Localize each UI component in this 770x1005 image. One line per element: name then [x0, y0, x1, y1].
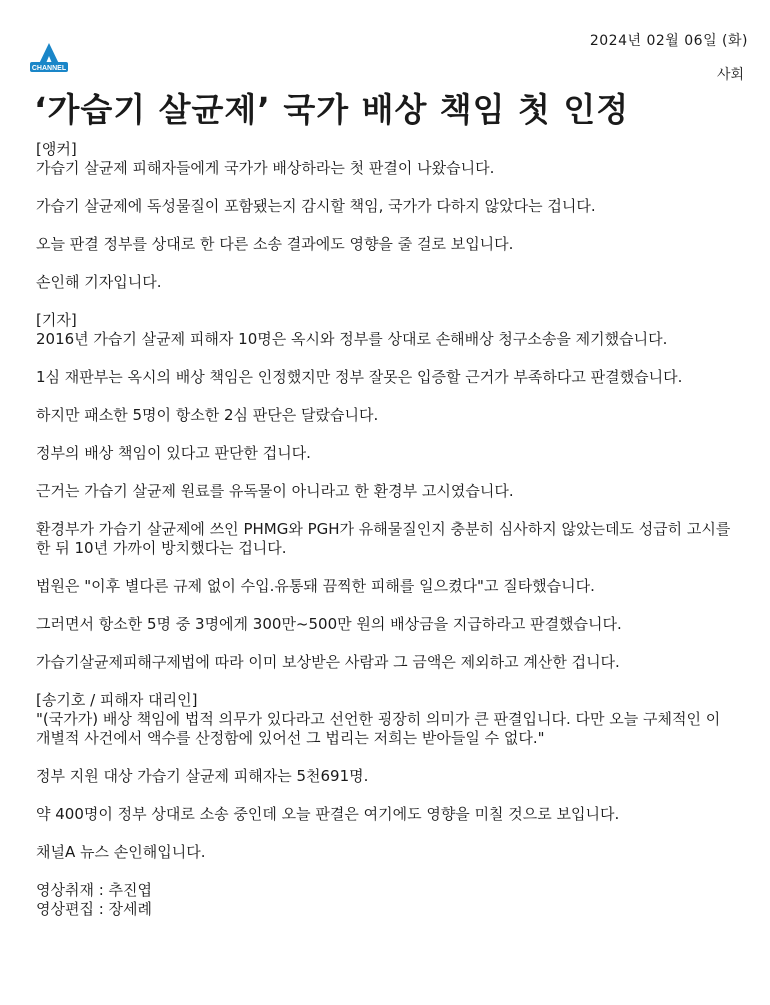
anchor-paragraph: 손인해 기자입니다.: [36, 273, 162, 291]
logo-text: CHANNEL: [31, 65, 67, 72]
article-date: 2024년 02월 06일 (화): [589, 33, 748, 49]
interview-label: [송기호 / 피해자 대리인]: [36, 691, 198, 709]
page-title: ‘가습기 살균제’ 국가 배상 책임 첫 인정: [34, 90, 630, 129]
section-label: 사회: [716, 67, 744, 83]
credit-camera: 영상취재 : 추진엽: [36, 881, 153, 899]
reporter-paragraph: 2016년 가습기 살균제 피해자 10명은 옥시와 정부를 상대로 손해배상 청구소송을 제기했습니다.: [36, 330, 668, 348]
reporter-paragraph: 정부의 배상 책임이 있다고 판단한 겁니다.: [36, 444, 311, 462]
closing-paragraph: 정부 지원 대상 가습기 살균제 피해자는 5천691명.: [36, 767, 369, 785]
anchor-paragraph: 가습기 살균제에 독성물질이 포함됐는지 감시할 책임, 국가가 다하지 않았다는 겁니다.: [36, 197, 596, 215]
credit-editing: 영상편집 : 장세례: [36, 900, 153, 918]
reporter-paragraph: 그러면서 항소한 5명 중 3명에게 300만~500만 원의 배상금을 지급하라고 판결했습니다.: [36, 615, 622, 633]
credits: [36, 881, 736, 919]
anchor-label: [앵커]: [36, 140, 77, 158]
interview-quote: "(국가가) 배상 책임에 법적 의무가 있다라고 선언한 굉장히 의미가 큰 판결입니다. 다만 오늘 구체적인 이 개별적 사건에서 액수를 산정함에 있어선 그 법리는 저희는 받아들일 수 없다.": [36, 710, 721, 747]
channel-a-logo: [28, 42, 70, 78]
reporter-paragraph: 1심 재판부는 옥시의 배상 책임은 인정했지만 정부 잘못은 입증할 근거가 부족하다고 판결했습니다.: [36, 368, 683, 386]
reporter-paragraph: 환경부가 가습기 살균제에 쓰인 PHMG와 PGH가 유해물질인지 충분히 심사하지 않았는데도 성급히 고시를 한 뒤 10년 가까이 방치했다는 겁니다.: [36, 520, 731, 557]
closing-paragraph: 약 400명이 정부 상대로 소송 중인데 오늘 판결은 여기에도 영향을 미칠 것으로 보입니다.: [36, 805, 620, 823]
anchor-paragraph: 오늘 판결 정부를 상대로 한 다른 소송 결과에도 영향을 줄 걸로 보입니다.: [36, 235, 514, 253]
reporter-paragraph: 가습기살균제피해구제법에 따라 이미 보상받은 사람과 그 금액은 제외하고 계산한 겁니다.: [36, 653, 620, 671]
reporter-paragraph: 근거는 가습기 살균제 원료를 유독물이 아니라고 한 환경부 고시였습니다.: [36, 482, 514, 500]
reporter-label: [기자]: [36, 311, 77, 329]
closing-paragraph: 채널A 뉴스 손인해입니다.: [36, 843, 206, 861]
reporter-paragraph: 법원은 "이후 별다른 규제 없이 수입.유통돼 끔찍한 피해를 일으켰다"고 질타했습니다.: [36, 577, 595, 595]
article-body: [36, 140, 736, 919]
anchor-paragraph: 가습기 살균제 피해자들에게 국가가 배상하라는 첫 판결이 나왔습니다.: [36, 159, 495, 177]
reporter-paragraph: 하지만 패소한 5명이 항소한 2심 판단은 달랐습니다.: [36, 406, 379, 424]
